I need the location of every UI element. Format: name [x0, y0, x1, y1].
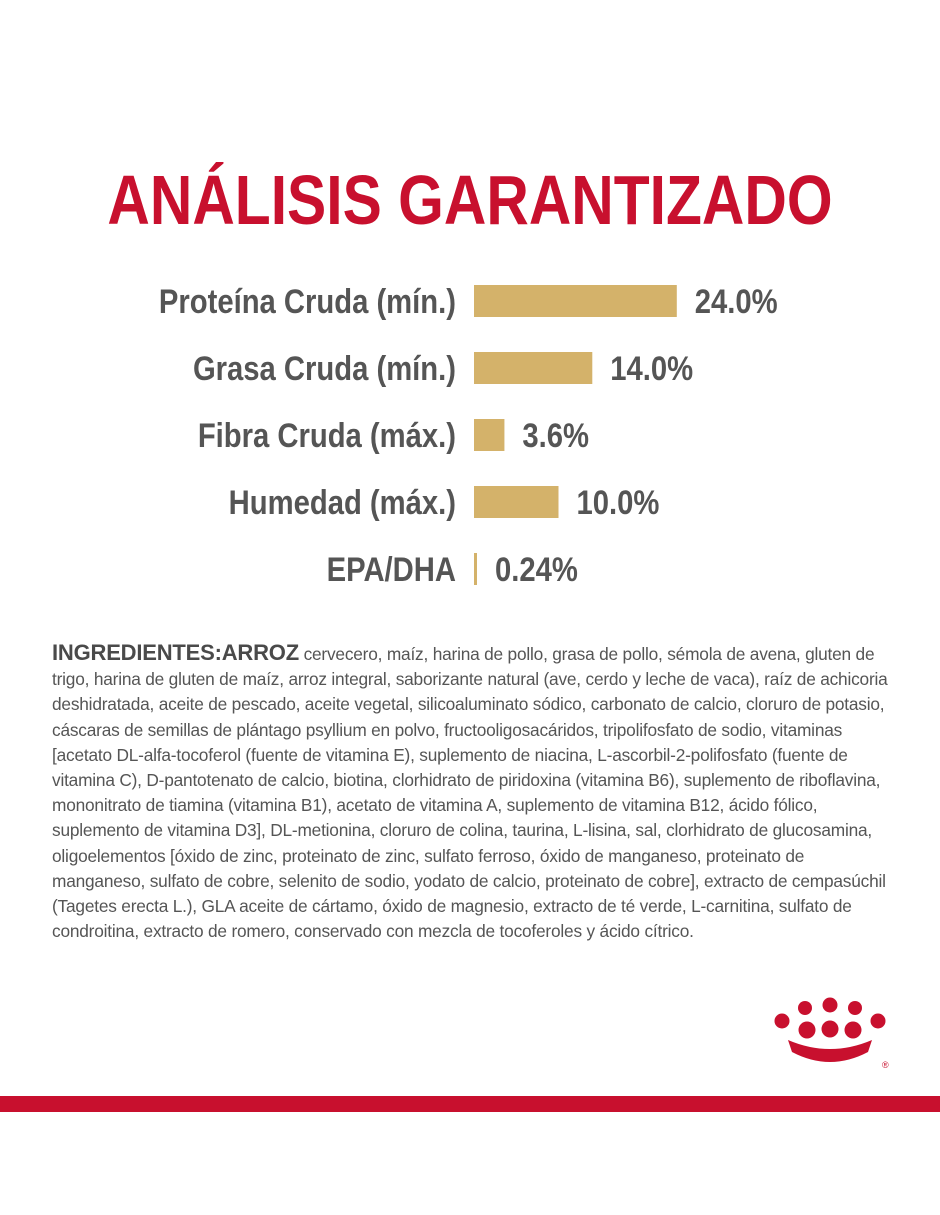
bar-value-label: 0.24%: [494, 549, 578, 589]
bar: [474, 553, 477, 585]
bar-category-label: EPA/DHA: [326, 549, 456, 589]
bar-value-label: 10.0%: [576, 482, 660, 522]
bar-category-label: Fibra Cruda (máx.): [197, 415, 456, 455]
ingredients-text: cervecero, maíz, harina de pollo, grasa de pollo, sémola de avena, gluten de trigo, harina de gluten de maíz, arroz integral, saborizante natural (ave, cerdo y leche de vaca), raíz de achicoria deshidratada, aceite de pescado, aceite vegetal, silicoaluminato sódico, carbonato de calcio, cloruro de potasio, cáscaras de semillas de plántago psyllium en polvo, fructooligosacáridos, tripolifosfato de sodio, vitaminas [acetato DL-alfa-tocoferol (fuente de vitamina E), suplemento de niacina, L-ascorbil-2-polifosfato (fuente de vitamina C), D-pantotenato de calcio, biotina, clorhidrato de piridoxina (vitamina B6), suplemento de riboflavina, mononitrato de tiamina (vitamina B1), acetato de vitamina A, suplemento de vitamina B12, ácido fólico, suplemento de vitamina D3], DL-metionina, cloruro de colina, taurina, L-lisina, sal, clorhidrato de glucosamina, oligoelementos [óxido de zinc, proteinato de zinc, sulfato ferroso, óxido de manganeso, proteinato de manganeso, sulfato de cobre, selenito de sodio, yodato de calcio, proteinato de cobre], extracto de cempasúchil (Tagetes erecta L.), GLA aceite de cártamo, óxido de magnesio, extracto de té verde, L-carnitina, sulfato de condroitina, extracto de romero, conservado con mezcla de tocoferoles y ácido cítrico.: [52, 644, 888, 942]
bar-category-label: Humedad (máx.): [228, 482, 456, 522]
ingredients-block: [52, 640, 897, 944]
bar-category-label: Grasa Cruda (mín.): [192, 348, 456, 388]
analysis-bar-chart: [0, 270, 940, 610]
bar-category-label: Proteína Cruda (mín.): [158, 281, 456, 321]
bar: [474, 486, 559, 518]
ingredients-heading: INGREDIENTES:ARROZ: [52, 640, 299, 665]
bottom-brand-stripe: [0, 1096, 940, 1112]
royal-canin-crown-logo-icon: [770, 996, 890, 1072]
bar: [474, 352, 592, 384]
bar-value-label: 3.6%: [522, 415, 590, 455]
registered-mark: ®: [882, 1060, 889, 1070]
bar-value-label: 24.0%: [694, 281, 778, 321]
bar: [474, 285, 677, 317]
page-title: ANÁLISIS GARANTIZADO: [107, 161, 833, 239]
bar: [474, 419, 504, 451]
bar-value-label: 14.0%: [610, 348, 694, 388]
